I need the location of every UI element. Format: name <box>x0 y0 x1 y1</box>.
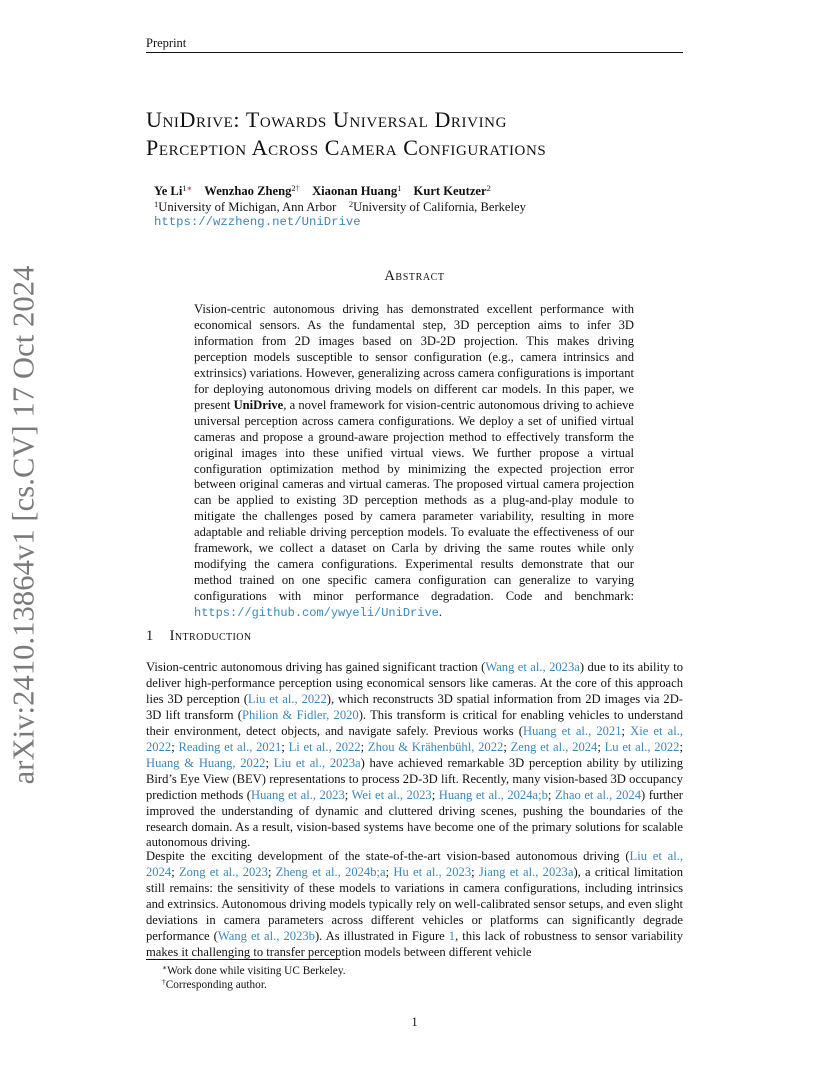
author-1 <box>154 184 192 198</box>
title-line-1: UniDrive: Towards Universal Driving <box>146 107 508 132</box>
citation-link[interactable]: Huang & Huang, 2022 <box>146 755 266 770</box>
project-url-link[interactable]: https://wzzheng.net/UniDrive <box>154 215 361 229</box>
paragraph-text: ; <box>267 864 276 879</box>
paragraph-text: ; <box>597 739 605 754</box>
paragraph-text: ) due to its ability to deliver high-performance perception using economical sensors like cameras. At the core of this approach lies 3D perception ( <box>146 660 683 706</box>
paragraph-text: ; <box>265 755 274 770</box>
citation-link[interactable]: Li et al., 2022 <box>288 739 361 754</box>
author-name: Wenzhao Zheng <box>204 184 292 198</box>
paragraph-text: , this lack of robustness to sensor variability makes it challenging to transfer perception models between different vehicle <box>146 928 683 959</box>
citation-link[interactable]: Jiang et al., 2023a <box>478 864 574 879</box>
affiliations: $^1$University of Michigan, Ann Arbor $^2$University of California, Berkeley <box>154 199 526 214</box>
author-affiliation-mark: 2 <box>486 183 491 193</box>
code-url-link[interactable]: https://github.com/ywyeli/UniDrive <box>194 606 439 621</box>
footnote-1: ∗Work done while visiting UC Berkeley. <box>162 963 346 977</box>
citation-link[interactable]: Huang et al., 2024a;b <box>438 787 548 802</box>
citation-link[interactable]: Liu et al., 2022 <box>247 691 327 706</box>
author-list <box>154 183 500 199</box>
author-affiliation-mark: 1∗ <box>182 183 193 193</box>
citation-link[interactable]: 1 <box>448 928 456 943</box>
section-heading-introduction <box>146 628 252 645</box>
abstract-body: Vision-centric autonomous driving has demonstrated excellent performance with economical sensors. As the fundamental step, 3D perception aims to infer 3D information from 2D images based on 3D-2D projection. This makes driving perception models susceptible to sensor configuration (e.g., camera intrinsics and extrinsics) variations. However, generalizing across camera configurations is important for deploying autonomous driving models on different car models. In this paper, we present UniDrive, a novel framework for vision-centric autonomous driving to achieve universal perception across camera configurations. We deploy a set of unified virtual cameras and propose a ground-aware projection method to effectively transform the original images into these unified virtual views. We further propose a virtual configuration optimization method by minimizing the expected projection error between original cameras and virtual cameras. The proposed virtual camera projection can be applied to existing 3D perception methods as a plug-and-play module to mitigate the challenges posed by camera parameter variability, resulting in more adaptable and reliable driving perception models. To evaluate the effectiveness of our framework, we collect a dataset on Carla by driving the same routes while only modifying the camera configurations. Experimental results demonstrate that our method trained on one specific camera configuration can generalize to varying configurations with minor performance degradation. Code and benchmark: https://github.com/ywyeli/UniDrive. <box>194 302 635 621</box>
citation-link[interactable]: Zhao et al., 2024 <box>554 787 642 802</box>
footnote-rule <box>146 959 340 960</box>
paragraph-text: ). As illustrated in Figure <box>314 928 449 943</box>
citation-link[interactable]: Wang et al., 2023b <box>217 928 315 943</box>
author-4 <box>414 184 491 198</box>
citation-link[interactable]: Philion & Fidler, 2020 <box>241 707 359 722</box>
citation-link[interactable]: Wei et al., 2023 <box>351 787 432 802</box>
affiliation-2: University of California, Berkeley <box>353 200 526 214</box>
citation-link[interactable]: Wang et al., 2023a <box>485 660 580 674</box>
paragraph-text: ; <box>471 864 479 879</box>
paragraph-text: ; <box>503 739 511 754</box>
author-3 <box>312 184 401 198</box>
citation-link[interactable]: Xie et al., 2022 <box>146 723 683 754</box>
section-number: 1 <box>146 628 154 644</box>
paper-title <box>146 106 686 162</box>
paragraph-text: Despite the exciting development of the state-of-the-art vision-based autonomous driving ( <box>146 849 630 863</box>
author-name: Ye Li <box>154 184 183 198</box>
citation-link[interactable]: Huang et al., 2023 <box>250 787 345 802</box>
citation-link[interactable]: Liu et al., 2024 <box>146 849 683 879</box>
arxiv-id-text: arXiv:2410.13864v1 [cs.CV] 17 Oct 2024 <box>6 265 41 785</box>
paragraph-text: ; <box>171 739 179 754</box>
running-head: Preprint <box>146 36 187 50</box>
paragraph-text: Vision-centric autonomous driving has gained significant traction ( <box>146 660 486 674</box>
citation-link[interactable]: Lu et al., 2022 <box>604 739 680 754</box>
intro-paragraph-2 <box>146 849 683 961</box>
paragraph-text: ), which reconstructs 3D spatial information from 2D images via 2D-3D lift transform ( <box>146 691 683 722</box>
abstract-heading: Abstract <box>384 268 445 284</box>
author-name: Kurt Keutzer <box>413 184 487 198</box>
paragraph-text: ) have achieved remarkable 3D perception ability by utilizing Bird’s Eye View (BEV) representations to process 2D-3D lift. Recently, many vision-based 3D occupancy prediction methods ( <box>146 755 684 802</box>
paragraph-text: ; <box>679 739 683 754</box>
author-affiliation-mark: 1 <box>397 183 402 193</box>
author-name: Xiaonan Huang <box>312 184 398 198</box>
citation-link[interactable]: Huang et al., 2021 <box>522 723 622 738</box>
author-2 <box>204 184 300 198</box>
author-affiliation-mark: 2† <box>291 183 300 193</box>
intro-paragraph-1 <box>146 660 683 851</box>
paragraph-text: ) further improved the understanding of dynamic and cluttered driving scenes, pushing the boundaries of the research domain. As a result, vision-based systems have become one of the primary solutions for scalable autonomous driving. <box>146 787 684 850</box>
citation-link[interactable]: Liu et al., 2023a <box>273 755 361 770</box>
paragraph-text: ), a critical limitation still remains: the sensitivity of these models to variations in camera configurations, including intrinsics and extrinsics. Autonomous driving models typically rely on well-calibrated sensor setups, and even slight deviations in camera parameters across different vehicles or platforms can significantly degrade performance ( <box>146 864 684 943</box>
affiliation-1: University of Michigan, Ann Arbor <box>158 200 337 214</box>
paragraph-text: ; <box>547 787 555 802</box>
citation-link[interactable]: Reading et al., 2021 <box>178 739 282 754</box>
paragraph-text: ; <box>171 864 179 879</box>
paragraph-text: ; <box>385 864 394 879</box>
citation-link[interactable]: Zeng et al., 2024 <box>510 739 598 754</box>
paragraph-text: ; <box>360 739 368 754</box>
paragraph-text: ; <box>344 787 352 802</box>
citation-link[interactable]: Zhou & Krähenbühl, 2022 <box>367 739 504 754</box>
header-rule <box>146 52 683 53</box>
paragraph-text: ). This transform is critical for enabling vehicles to understand their environment, detect objects, and navigate safely. Previous works ( <box>146 707 683 738</box>
paragraph-text: ; <box>431 787 439 802</box>
citation-link[interactable]: Zong et al., 2023 <box>178 864 268 879</box>
title-line-2: Perception Across Camera Configurations <box>146 135 547 160</box>
page-number: 1 <box>411 1015 418 1029</box>
section-title: Introduction <box>169 628 252 644</box>
citation-link[interactable]: Zheng et al., 2024b;a <box>275 864 386 879</box>
citation-link[interactable]: Hu et al., 2023 <box>393 864 472 879</box>
paragraph-text: ; <box>281 739 289 754</box>
framework-name: UniDrive <box>233 397 284 412</box>
paragraph-text: ; <box>621 723 631 738</box>
footnote-2: †Corresponding author. <box>162 977 267 991</box>
